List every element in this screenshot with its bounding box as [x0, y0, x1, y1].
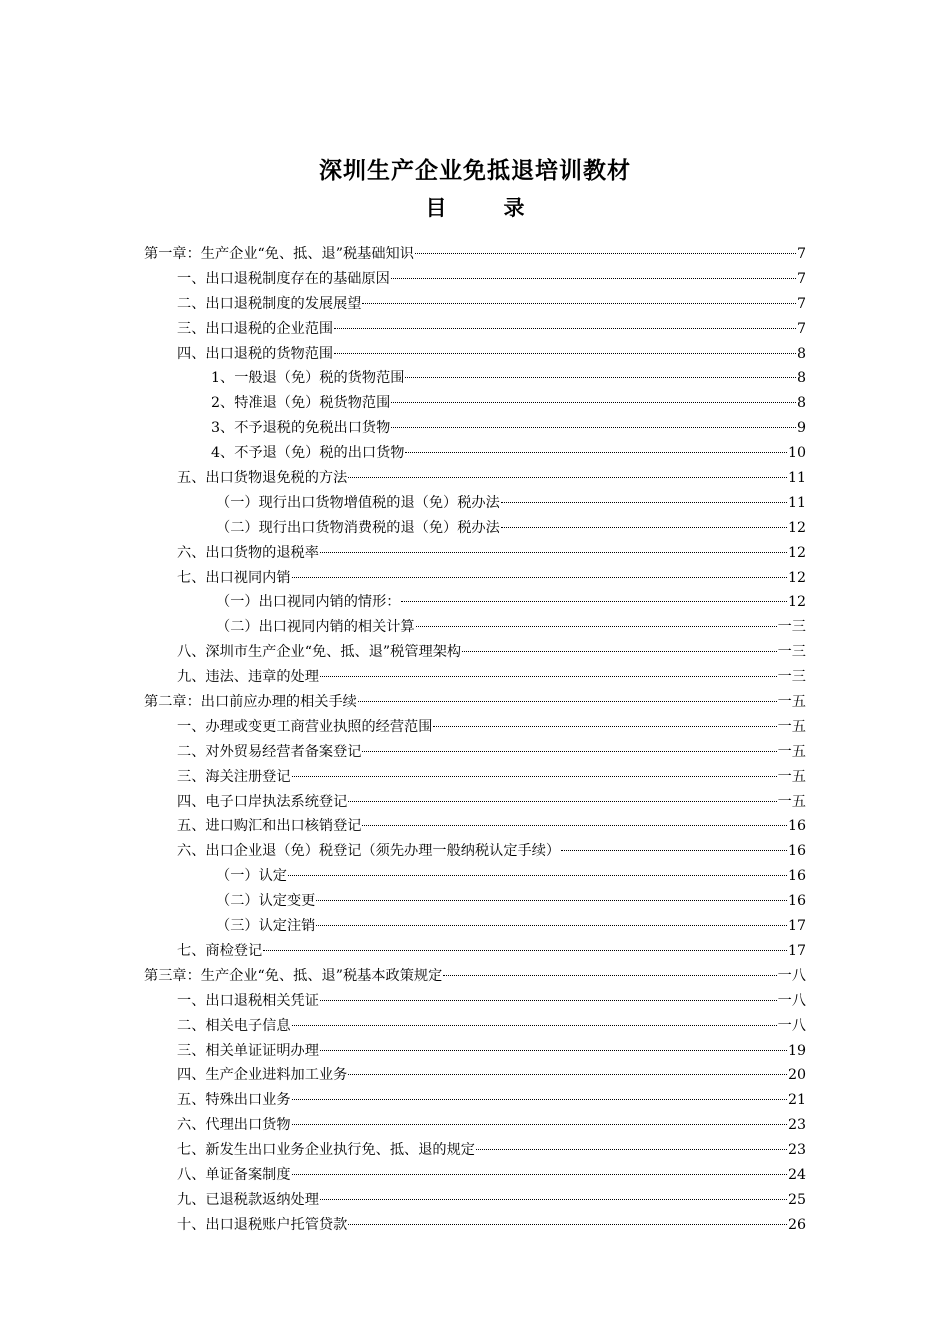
toc-entry-page-number: 一三 — [777, 644, 806, 661]
toc-entry-label: （三）认定注销 — [216, 918, 316, 935]
toc-dot-leader — [443, 975, 776, 976]
toc-dot-leader — [391, 278, 796, 279]
toc-entry[interactable] — [144, 1039, 806, 1064]
toc-dot-leader — [405, 377, 796, 378]
toc-entry-page-number: 一三 — [777, 619, 806, 636]
toc-entry[interactable] — [144, 1063, 806, 1088]
toc-dot-leader — [288, 875, 787, 876]
toc-dot-leader — [501, 502, 787, 503]
toc-dot-leader — [416, 626, 777, 627]
toc-entry-label: 八、深圳市生产企业“免、抵、退”税管理架构 — [177, 644, 462, 661]
toc-entry[interactable] — [144, 640, 806, 665]
toc-entry-label: 四、电子口岸执法系统登记 — [177, 793, 348, 810]
toc-entry-label: 三、海关注册登记 — [177, 768, 291, 785]
toc-entry-page-number: 11 — [787, 494, 806, 511]
toc-entry-page-number: 11 — [787, 470, 806, 487]
toc-dot-leader — [334, 328, 796, 329]
toc-entry[interactable] — [144, 665, 806, 690]
toc-dot-leader — [348, 1224, 787, 1225]
toc-dot-leader — [320, 1199, 787, 1200]
toc-dot-leader — [348, 477, 787, 478]
toc-dot-leader — [316, 900, 787, 901]
toc-dot-leader — [401, 601, 786, 602]
toc-entry-page-number: 24 — [787, 1166, 806, 1183]
toc-entry[interactable] — [144, 566, 806, 591]
toc-entry-page-number: 16 — [787, 893, 806, 910]
toc-entry-label: （二）出口视同内销的相关计算 — [216, 619, 415, 636]
toc-entry-page-number: 10 — [787, 445, 806, 462]
toc-entry-page-number: 一五 — [777, 694, 806, 711]
toc-entry-label: 六、出口企业退（免）税登记（须先办理一般纳税认定手续） — [177, 843, 561, 860]
toc-entry-page-number: 9 — [796, 420, 806, 437]
toc-dot-leader — [292, 776, 777, 777]
toc-entry-label: 3、不予退税的免税出口货物 — [211, 420, 391, 437]
toc-entry-label: 第一章：生产企业“免、抵、退”税基础知识 — [144, 246, 414, 262]
toc-entry-page-number: 19 — [787, 1042, 806, 1059]
toc-entry-label: 2、特准退（免）税货物范围 — [211, 395, 391, 412]
toc-entry[interactable] — [144, 864, 806, 889]
table-of-contents — [144, 242, 806, 1238]
toc-entry-label: 第三章：生产企业“免、抵、退”税基本政策规定 — [144, 967, 443, 984]
toc-entry-label: 4、不予退（免）税的出口货物 — [211, 445, 405, 462]
toc-entry-page-number: 一八 — [777, 1017, 806, 1034]
toc-entry-page-number: 21 — [787, 1092, 806, 1109]
toc-entry-label: 五、出口货物退免税的方法 — [177, 470, 348, 487]
toc-entry-page-number: 12 — [787, 519, 806, 536]
toc-entry[interactable] — [144, 441, 806, 466]
toc-entry-page-number: 23 — [787, 1117, 806, 1134]
document-title: 深圳生产企业免抵退培训教材 — [319, 157, 631, 184]
toc-dot-leader — [501, 527, 787, 528]
toc-entry-label: 六、代理出口货物 — [177, 1117, 291, 1134]
toc-entry-label: 一、出口退税相关凭证 — [177, 992, 319, 1009]
toc-dot-leader — [415, 253, 796, 254]
toc-dot-leader — [348, 1074, 787, 1075]
toc-entry-label: 七、新发生出口业务企业执行免、抵、退的规定 — [177, 1142, 475, 1159]
toc-entry-label: 七、商检登记 — [177, 942, 263, 959]
toc-entry-page-number: 一八 — [777, 992, 806, 1009]
toc-entry-label: 1、一般退（免）税的货物范围 — [211, 370, 405, 387]
toc-entry-label: 九、已退税款返纳处理 — [177, 1191, 319, 1208]
toc-entry-page-number: 7 — [796, 270, 806, 287]
toc-entry[interactable] — [144, 317, 806, 342]
toc-entry[interactable] — [144, 964, 806, 989]
toc-entry-label: 十、出口退税账户托管贷款 — [177, 1216, 348, 1233]
toc-dot-leader — [391, 402, 796, 403]
toc-entry-page-number: 8 — [796, 345, 806, 362]
toc-entry-label: 二、相关电子信息 — [177, 1017, 291, 1034]
toc-entry-page-number: 7 — [796, 246, 806, 262]
toc-entry-page-number: 20 — [787, 1067, 806, 1084]
toc-entry-page-number: 12 — [787, 594, 806, 611]
toc-entry-label: 二、对外贸易经营者备案登记 — [177, 743, 362, 760]
toc-entry[interactable] — [144, 292, 806, 317]
toc-entry-label: 五、进口购汇和出口核销登记 — [177, 818, 362, 835]
toc-entry-label: 六、出口货物的退税率 — [177, 544, 319, 561]
toc-entry-label: 一、出口退税制度存在的基础原因 — [177, 270, 390, 287]
toc-entry-page-number: 12 — [787, 544, 806, 561]
toc-entry-page-number: 一五 — [777, 768, 806, 785]
toc-entry[interactable] — [144, 740, 806, 765]
toc-entry-label: 三、出口退税的企业范围 — [177, 320, 334, 337]
toc-entry-page-number: 16 — [787, 818, 806, 835]
toc-entry[interactable] — [144, 1213, 806, 1238]
toc-entry[interactable] — [144, 615, 806, 640]
toc-entry-page-number: 一五 — [777, 743, 806, 760]
toc-entry[interactable] — [144, 989, 806, 1014]
toc-dot-leader — [320, 1000, 777, 1001]
toc-entry-label: （一）出口视同内销的情形： — [216, 594, 401, 611]
toc-entry-label: （一）认定 — [216, 868, 287, 885]
toc-dot-leader — [292, 1174, 787, 1175]
toc-entry[interactable] — [144, 466, 806, 491]
toc-entry-page-number: 8 — [796, 370, 806, 387]
toc-dot-leader — [405, 452, 786, 453]
toc-entry-page-number: 一三 — [777, 669, 806, 686]
toc-entry-page-number: 12 — [787, 569, 806, 586]
toc-dot-leader — [334, 353, 796, 354]
toc-entry[interactable] — [144, 242, 806, 267]
toc-entry-label: 四、出口退税的货物范围 — [177, 345, 334, 362]
toc-heading: 目 录 — [425, 195, 543, 220]
toc-entry-label: 八、单证备案制度 — [177, 1166, 291, 1183]
toc-entry[interactable] — [144, 391, 806, 416]
toc-entry-page-number: 16 — [787, 868, 806, 885]
toc-entry-label: 四、生产企业进料加工业务 — [177, 1067, 348, 1084]
toc-dot-leader — [320, 552, 787, 553]
toc-entry[interactable] — [144, 1138, 806, 1163]
toc-entry-label: 七、出口视同内销 — [177, 569, 291, 586]
toc-entry-page-number: 25 — [787, 1191, 806, 1208]
toc-entry-label: （二）现行出口货物消费税的退（免）税办法 — [216, 519, 500, 536]
toc-entry[interactable] — [144, 1188, 806, 1213]
toc-dot-leader — [358, 701, 777, 702]
toc-entry-label: （一）现行出口货物增值税的退（免）税办法 — [216, 494, 500, 511]
toc-entry-page-number: 17 — [787, 942, 806, 959]
toc-entry[interactable] — [144, 1163, 806, 1188]
toc-entry[interactable] — [144, 416, 806, 441]
toc-dot-leader — [362, 825, 786, 826]
toc-entry[interactable] — [144, 342, 806, 367]
toc-entry-page-number: 17 — [787, 918, 806, 935]
toc-dot-leader — [362, 751, 776, 752]
toc-entry-page-number: 7 — [796, 320, 806, 337]
toc-entry-page-number: 8 — [796, 395, 806, 412]
toc-entry-label: 九、违法、违章的处理 — [177, 669, 319, 686]
toc-entry[interactable] — [144, 1113, 806, 1138]
toc-entry-page-number: 一五 — [777, 718, 806, 735]
toc-entry[interactable] — [144, 590, 806, 615]
toc-entry-page-number: 16 — [787, 843, 806, 860]
toc-entry[interactable] — [144, 1014, 806, 1039]
toc-entry[interactable] — [144, 839, 806, 864]
toc-entry-page-number: 一五 — [777, 793, 806, 810]
toc-dot-leader — [316, 925, 787, 926]
toc-entry[interactable] — [144, 939, 806, 964]
toc-entry[interactable] — [144, 1088, 806, 1113]
toc-entry-label: 三、相关单证证明办理 — [177, 1042, 319, 1059]
toc-entry[interactable] — [144, 889, 806, 914]
toc-entry-page-number: 7 — [796, 295, 806, 312]
toc-dot-leader — [391, 427, 796, 428]
toc-dot-leader — [561, 850, 787, 851]
toc-dot-leader — [320, 676, 777, 677]
toc-entry[interactable] — [144, 541, 806, 566]
toc-dot-leader — [320, 1050, 787, 1051]
toc-entry-page-number: 一八 — [777, 967, 806, 984]
toc-dot-leader — [348, 801, 776, 802]
toc-entry[interactable] — [144, 814, 806, 839]
toc-entry[interactable] — [144, 715, 806, 740]
toc-entry[interactable] — [144, 491, 806, 516]
toc-entry-label: 第二章：出口前应办理的相关手续 — [144, 694, 357, 711]
toc-entry-label: 二、出口退税制度的发展展望 — [177, 295, 362, 312]
toc-dot-leader — [476, 1149, 787, 1150]
toc-dot-leader — [292, 577, 787, 578]
toc-entry[interactable] — [144, 516, 806, 541]
toc-entry[interactable] — [144, 267, 806, 292]
toc-entry[interactable] — [144, 765, 806, 790]
toc-entry-page-number: 23 — [787, 1142, 806, 1159]
toc-entry[interactable] — [144, 790, 806, 815]
toc-dot-leader — [433, 726, 776, 727]
toc-dot-leader — [292, 1099, 787, 1100]
toc-dot-leader — [292, 1124, 787, 1125]
toc-dot-leader — [462, 651, 777, 652]
toc-dot-leader — [362, 303, 796, 304]
toc-entry-page-number: 26 — [787, 1216, 806, 1233]
toc-entry-label: 五、特殊出口业务 — [177, 1092, 291, 1109]
toc-entry[interactable] — [144, 690, 806, 715]
toc-dot-leader — [292, 1025, 777, 1026]
toc-dot-leader — [263, 950, 787, 951]
toc-entry[interactable] — [144, 914, 806, 939]
toc-entry-label: （二）认定变更 — [216, 893, 316, 910]
toc-entry-label: 一、办理或变更工商营业执照的经营范围 — [177, 718, 433, 735]
toc-entry[interactable] — [144, 366, 806, 391]
